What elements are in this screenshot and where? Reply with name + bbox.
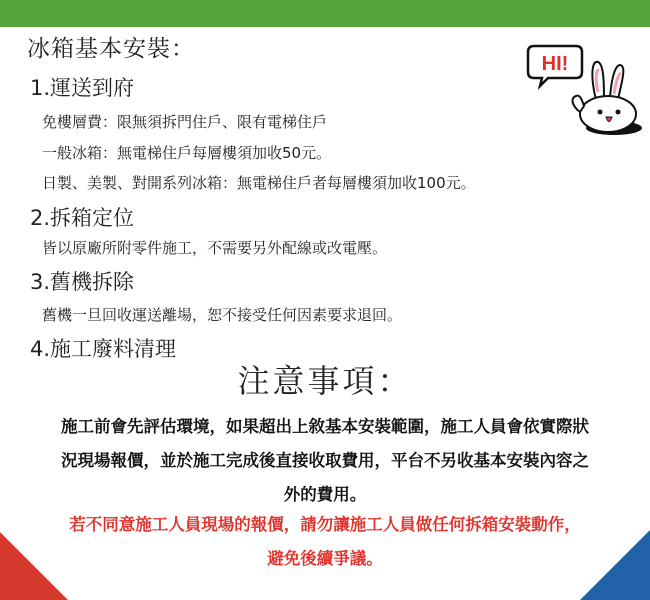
corner-blue-triangle xyxy=(580,530,650,600)
notice-line-2: 況現場報價，並於施工完成後直接收取費用，平台不另收基本安裝內容之 xyxy=(61,451,589,470)
old-removal-line-1: 舊機一旦回收運送離場，恕不接受任何因素要求退回。 xyxy=(42,306,403,324)
warning-paragraph xyxy=(18,508,632,576)
svg-text:HI!: HI! xyxy=(541,53,569,75)
warning-line-2: 避免後續爭議。 xyxy=(267,549,383,568)
notice-title: 注意事項： xyxy=(237,362,413,400)
notice-paragraph xyxy=(18,410,632,512)
corner-red-triangle xyxy=(0,532,68,600)
section-heading-delivery: 1.運送到府 xyxy=(30,76,135,100)
notice-line-1: 施工前會先評估環境，如果超出上敘基本安裝範圍，施工人員會依實際狀 xyxy=(61,417,589,436)
delivery-line-3: 日製、美製、對開系列冰箱：無電梯住戶者每層樓須加收100元。 xyxy=(42,174,476,192)
unboxing-line-1: 皆以原廠所附零件施工，不需要另外配線或改電壓。 xyxy=(42,239,388,257)
bunny-mascot-icon xyxy=(522,40,642,140)
delivery-line-1: 免樓層費：限無須拆門住戶、限有電梯住戶 xyxy=(42,113,328,131)
section-heading-old-removal: 3.舊機拆除 xyxy=(30,270,135,294)
notice-line-3: 外的費用。 xyxy=(283,485,367,504)
top-green-bar xyxy=(0,0,650,27)
section-heading-cleanup: 4.施工廢料清理 xyxy=(30,337,177,361)
section-heading-unboxing: 2.拆箱定位 xyxy=(30,206,135,230)
page-title: 冰箱基本安裝： xyxy=(27,36,195,62)
delivery-line-2: 一般冰箱：無電梯住戶每層樓須加收50元。 xyxy=(42,144,332,162)
warning-line-1: 若不同意施工人員現場的報價，請勿讓施工人員做任何拆箱安裝動作， xyxy=(69,515,581,534)
